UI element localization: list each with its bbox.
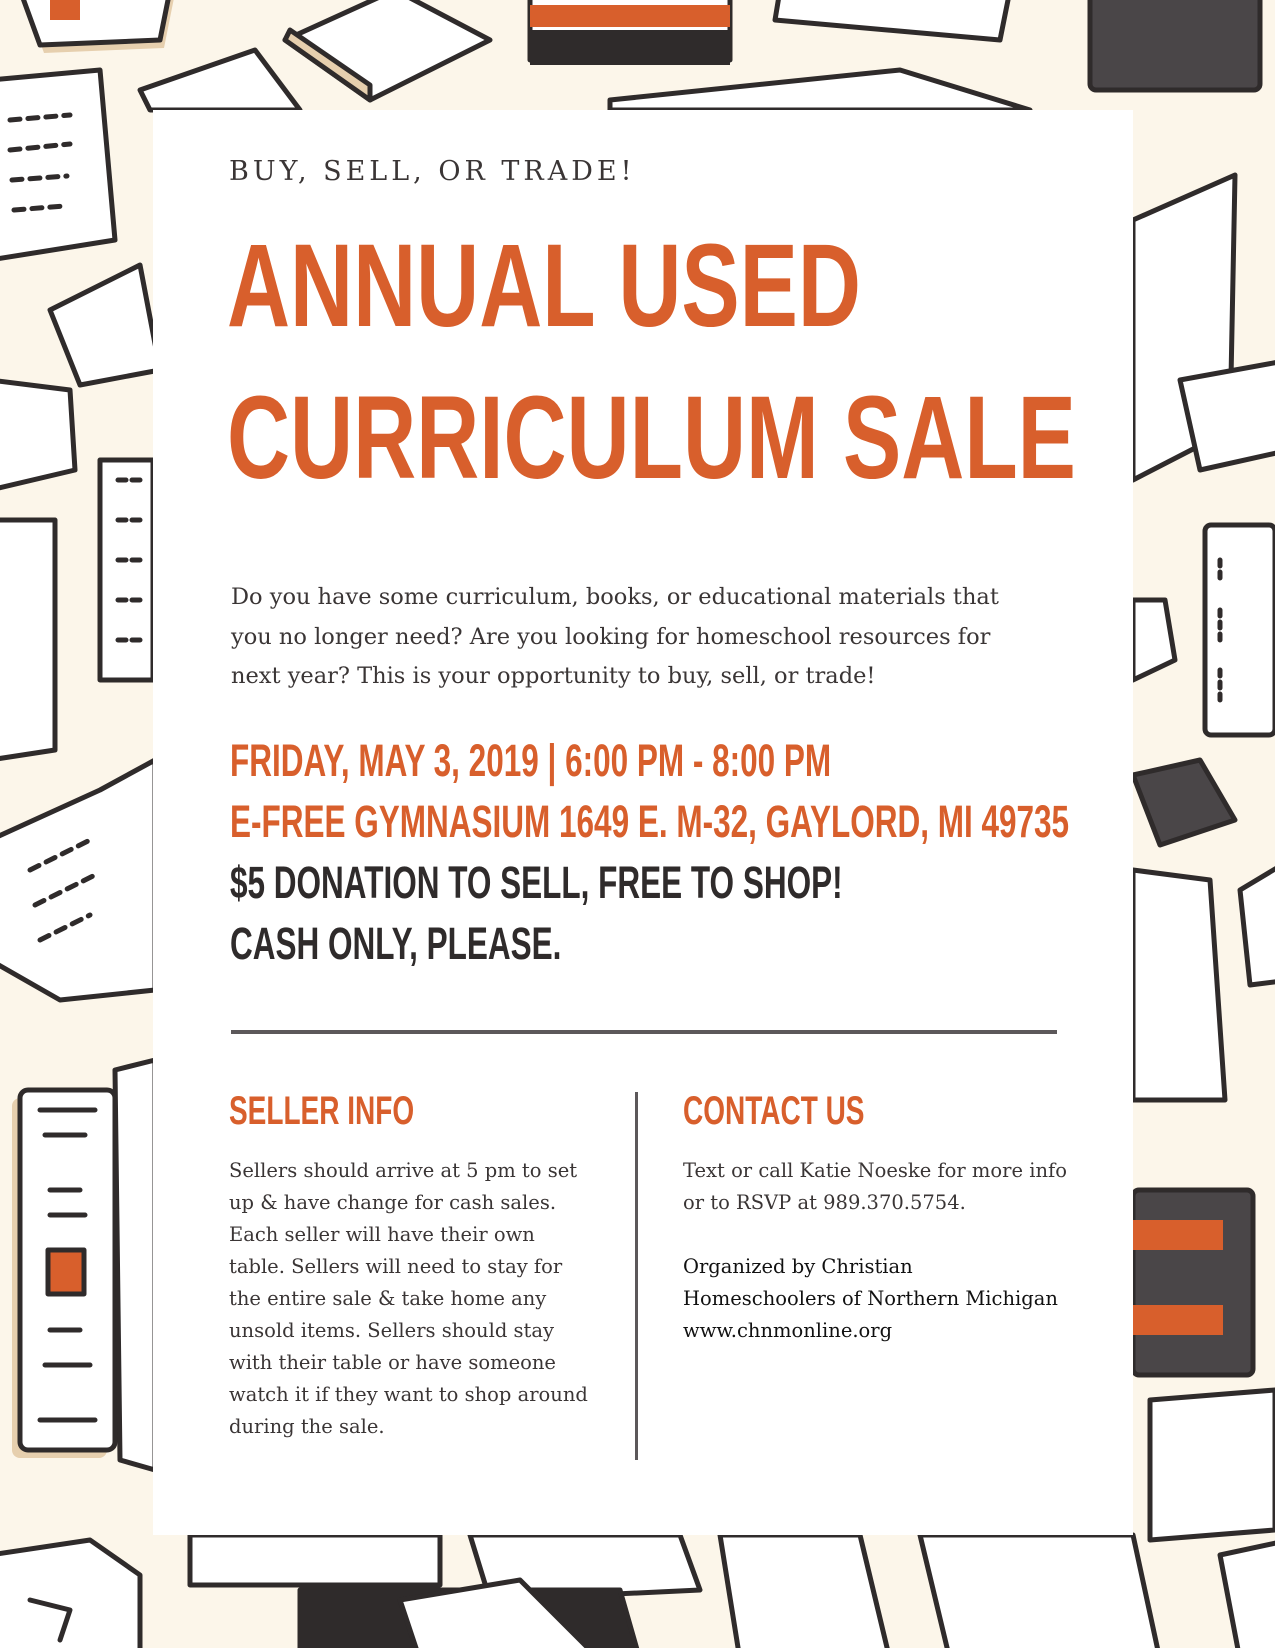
event-location: E-FREE GYMNASIUM 1649 E. M-32, GAYLORD, MI 49735 <box>230 796 1070 847</box>
eyebrow-text: BUY, SELL, OR TRADE! <box>229 156 636 187</box>
organizer-info <box>683 1251 1073 1347</box>
column-divider <box>635 1092 638 1460</box>
seller-info-body: Sellers should arrive at 5 pm to set up & have change for cash sales. Each seller will have their own table. Sellers will need to stay for the entire sale & take home any unsold items. Sellers should stay with their table or have someone watch it if they want to shop around during the sale. <box>229 1159 588 1438</box>
flyer-title <box>227 210 1076 514</box>
contact-body: Text or call Katie Noeske for more info or to RSVP at 989.370.5754. <box>683 1159 1067 1214</box>
flyer-card <box>153 110 1133 1535</box>
organizer-line-1: Organized by Christian <box>683 1255 913 1278</box>
seller-info-heading: SELLER INFO <box>229 1089 415 1133</box>
title-line-1: ANNUAL USED <box>227 220 861 352</box>
event-payment: CASH ONLY, PLEASE. <box>230 918 562 969</box>
intro-paragraph: Do you have some curriculum, books, or educational materials that you no longer need? Are you looking for homeschool resources for next year? This is your opportunity to buy, sell, or trade! <box>231 584 999 689</box>
event-details <box>230 730 1275 974</box>
organizer-line-2: Homeschoolers of Northern Michigan <box>683 1287 1058 1310</box>
event-date-time: FRIDAY, MAY 3, 2019 | 6:00 PM - 8:00 PM <box>230 735 832 786</box>
contact-heading: CONTACT US <box>683 1089 865 1133</box>
website-link[interactable]: www.chnmonline.org <box>683 1319 893 1342</box>
title-line-2: CURRICULUM SALE <box>227 372 1076 504</box>
event-pricing: $5 DONATION TO SELL, FREE TO SHOP! <box>230 857 843 908</box>
section-divider <box>231 1030 1057 1034</box>
seller-info-section <box>229 1085 589 1443</box>
contact-section <box>683 1085 1073 1347</box>
